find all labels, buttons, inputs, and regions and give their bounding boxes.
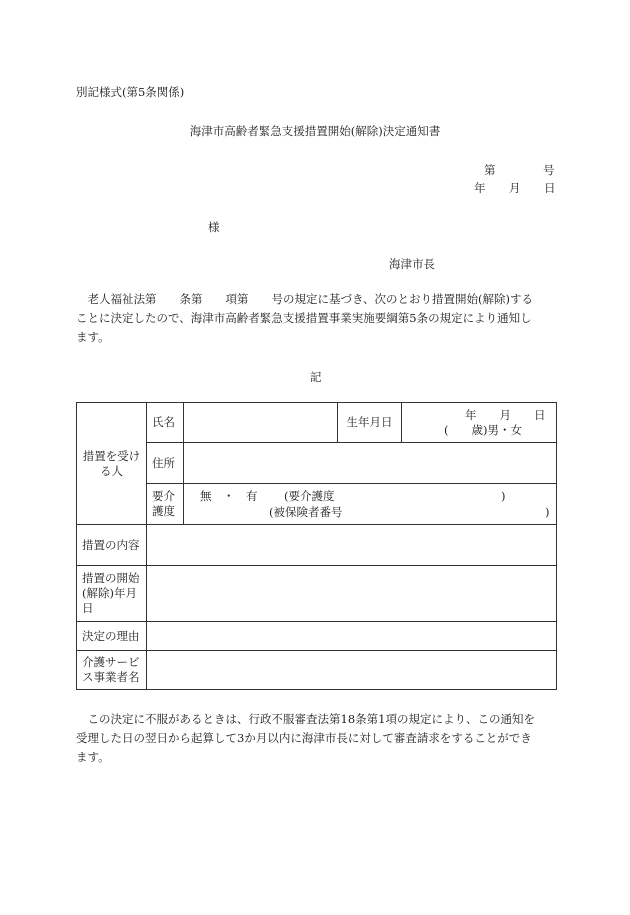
issuer: 海津市長 — [389, 257, 435, 271]
birthdate-age-sex: ( 歳)男・女 — [444, 422, 522, 437]
date-day: 日 — [544, 181, 556, 195]
insured-number-close: ) — [545, 505, 550, 519]
reason-field[interactable] — [147, 622, 557, 651]
address-label: 住所 — [147, 443, 184, 484]
care-options: 無 ・ 有 — [200, 489, 258, 503]
name-label: 氏名 — [147, 403, 184, 443]
birthdate-label: 生年月日 — [338, 403, 402, 443]
name-field[interactable] — [184, 403, 338, 443]
care-level-label-cell — [147, 484, 184, 525]
start-date-label: (解除)年月 — [82, 586, 137, 600]
appeal-notice — [76, 710, 556, 767]
recipient-label: る人 — [100, 463, 123, 478]
content-field[interactable] — [147, 525, 557, 566]
provider-label: 介護サービ — [82, 655, 140, 669]
date-year: 年 — [474, 181, 486, 195]
start-date-label: 日 — [82, 601, 94, 615]
birthdate-ymd: 年 月 日 — [465, 407, 546, 422]
reason-label: 決定の理由 — [77, 622, 147, 651]
care-level-field[interactable] — [184, 484, 557, 525]
intro-paragraph — [76, 290, 556, 347]
ki-heading: 記 — [310, 370, 322, 384]
start-date-label-cell — [77, 566, 147, 622]
appeal-line: 受理した日の翌日から起算して3か月以内に海津市長に対して審査請求をすることができ — [76, 731, 532, 745]
intro-line: ことに決定したので、海津市高齢者緊急支援措置事業実施要綱第5条の規定により通知し — [76, 311, 532, 325]
appeal-line: この決定に不服があるときは、行政不服審査法第18条第1項の規定により、この通知を — [87, 712, 535, 726]
document-title: 海津市高齢者緊急支援措置開始(解除)決定通知書 — [189, 124, 441, 138]
insured-number-text: (被保険者番号 — [269, 505, 343, 519]
recipient-label-cell — [77, 403, 147, 525]
care-level-close: ) — [501, 489, 506, 503]
care-level-label: 要介 — [152, 489, 175, 503]
care-level-text: (要介護度 — [284, 489, 335, 503]
number-prefix: 第 — [484, 163, 496, 177]
provider-label-cell — [77, 651, 147, 690]
birthdate-field[interactable] — [402, 403, 557, 443]
decision-table — [76, 402, 557, 690]
start-date-field[interactable] — [147, 566, 557, 622]
provider-label: ス事業者名 — [82, 670, 140, 684]
content-label: 措置の内容 — [77, 525, 147, 566]
intro-line: 老人福祉法第 条第 項第 号の規定に基づき、次のとおり措置開始(解除)する — [87, 292, 534, 306]
appeal-line: ます。 — [76, 750, 110, 764]
provider-field[interactable] — [147, 651, 557, 690]
address-field[interactable] — [184, 443, 557, 484]
number-suffix: 号 — [543, 163, 555, 177]
addressee-suffix: 様 — [208, 220, 220, 234]
care-level-label: 護度 — [152, 504, 175, 518]
recipient-label: 措置を受け — [82, 448, 141, 463]
date-month: 月 — [509, 181, 521, 195]
intro-line: ます。 — [76, 330, 110, 344]
start-date-label: 措置の開始 — [82, 571, 140, 585]
form-label: 別記様式(第5条関係) — [76, 85, 185, 99]
